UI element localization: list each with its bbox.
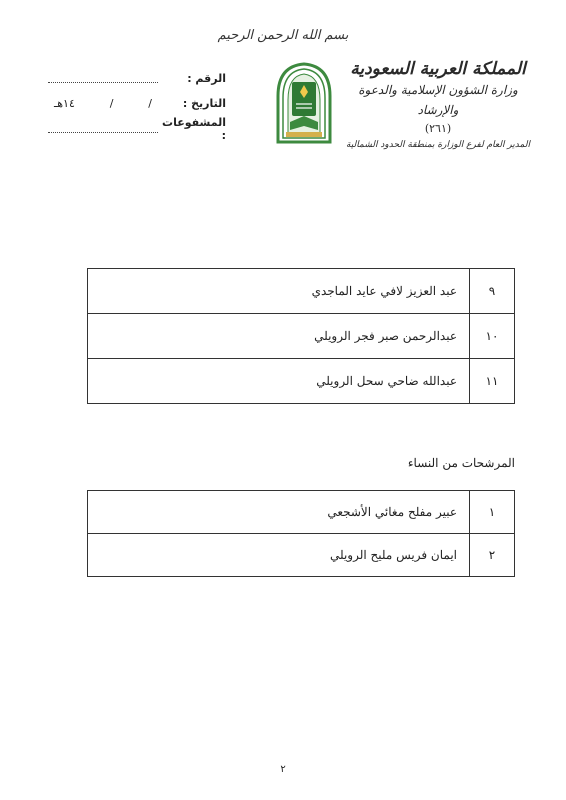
kingdom-name: المملكة العربية السعودية bbox=[350, 59, 526, 79]
ministry-name: وزارة الشؤون الإسلامية والدعوة والإرشاد bbox=[358, 83, 518, 117]
attachments-row bbox=[48, 116, 226, 141]
ministry-emblem-icon bbox=[272, 60, 336, 144]
page-number: ٢ bbox=[280, 764, 286, 775]
candidate-name: عبدالرحمن صبر فجر الرويلي bbox=[88, 314, 470, 359]
candidate-name: عبد العزيز لافي عايد الماجدي bbox=[88, 269, 470, 314]
attachments-field bbox=[48, 124, 158, 133]
table-row bbox=[88, 314, 515, 359]
men-candidates-table bbox=[87, 268, 515, 404]
document-meta bbox=[48, 66, 226, 141]
candidate-number: ١ bbox=[470, 491, 515, 534]
date-sep-2: / bbox=[109, 97, 114, 110]
women-candidates-table bbox=[87, 490, 515, 577]
ministry-header bbox=[338, 58, 538, 152]
table-row bbox=[88, 359, 515, 404]
candidate-number: ١١ bbox=[470, 359, 515, 404]
number-row bbox=[48, 66, 226, 91]
date-field bbox=[48, 97, 158, 110]
table-row bbox=[88, 491, 515, 534]
candidate-name: عبدالله ضاحي سحل الرويلي bbox=[88, 359, 470, 404]
candidate-name: عبير مفلح مغائي الأشجعي bbox=[88, 491, 470, 534]
candidate-name: ايمان فريس مليح الرويلي bbox=[88, 534, 470, 577]
candidate-number: ١٠ bbox=[470, 314, 515, 359]
table-row bbox=[88, 534, 515, 577]
candidate-number: ٢ bbox=[470, 534, 515, 577]
attachments-label: المشفوعات : bbox=[162, 115, 226, 142]
date-row bbox=[48, 91, 226, 116]
table-row bbox=[88, 269, 515, 314]
women-section-title: المرشحات من النساء bbox=[407, 456, 515, 470]
date-year: ١٤هـ bbox=[54, 97, 75, 110]
candidate-number: ٩ bbox=[470, 269, 515, 314]
branch-name: المدير العام لفرع الوزارة بمنطقة الحدود الشمالية bbox=[346, 140, 530, 150]
date-label: التاريخ : bbox=[182, 97, 226, 110]
date-sep-1: / bbox=[148, 97, 152, 110]
bismillah: بسم الله الرحمن الرحيم bbox=[217, 28, 349, 43]
ministry-code: (٢٦١) bbox=[424, 122, 452, 135]
number-label: الرقم : bbox=[187, 72, 226, 85]
number-field bbox=[48, 74, 158, 83]
